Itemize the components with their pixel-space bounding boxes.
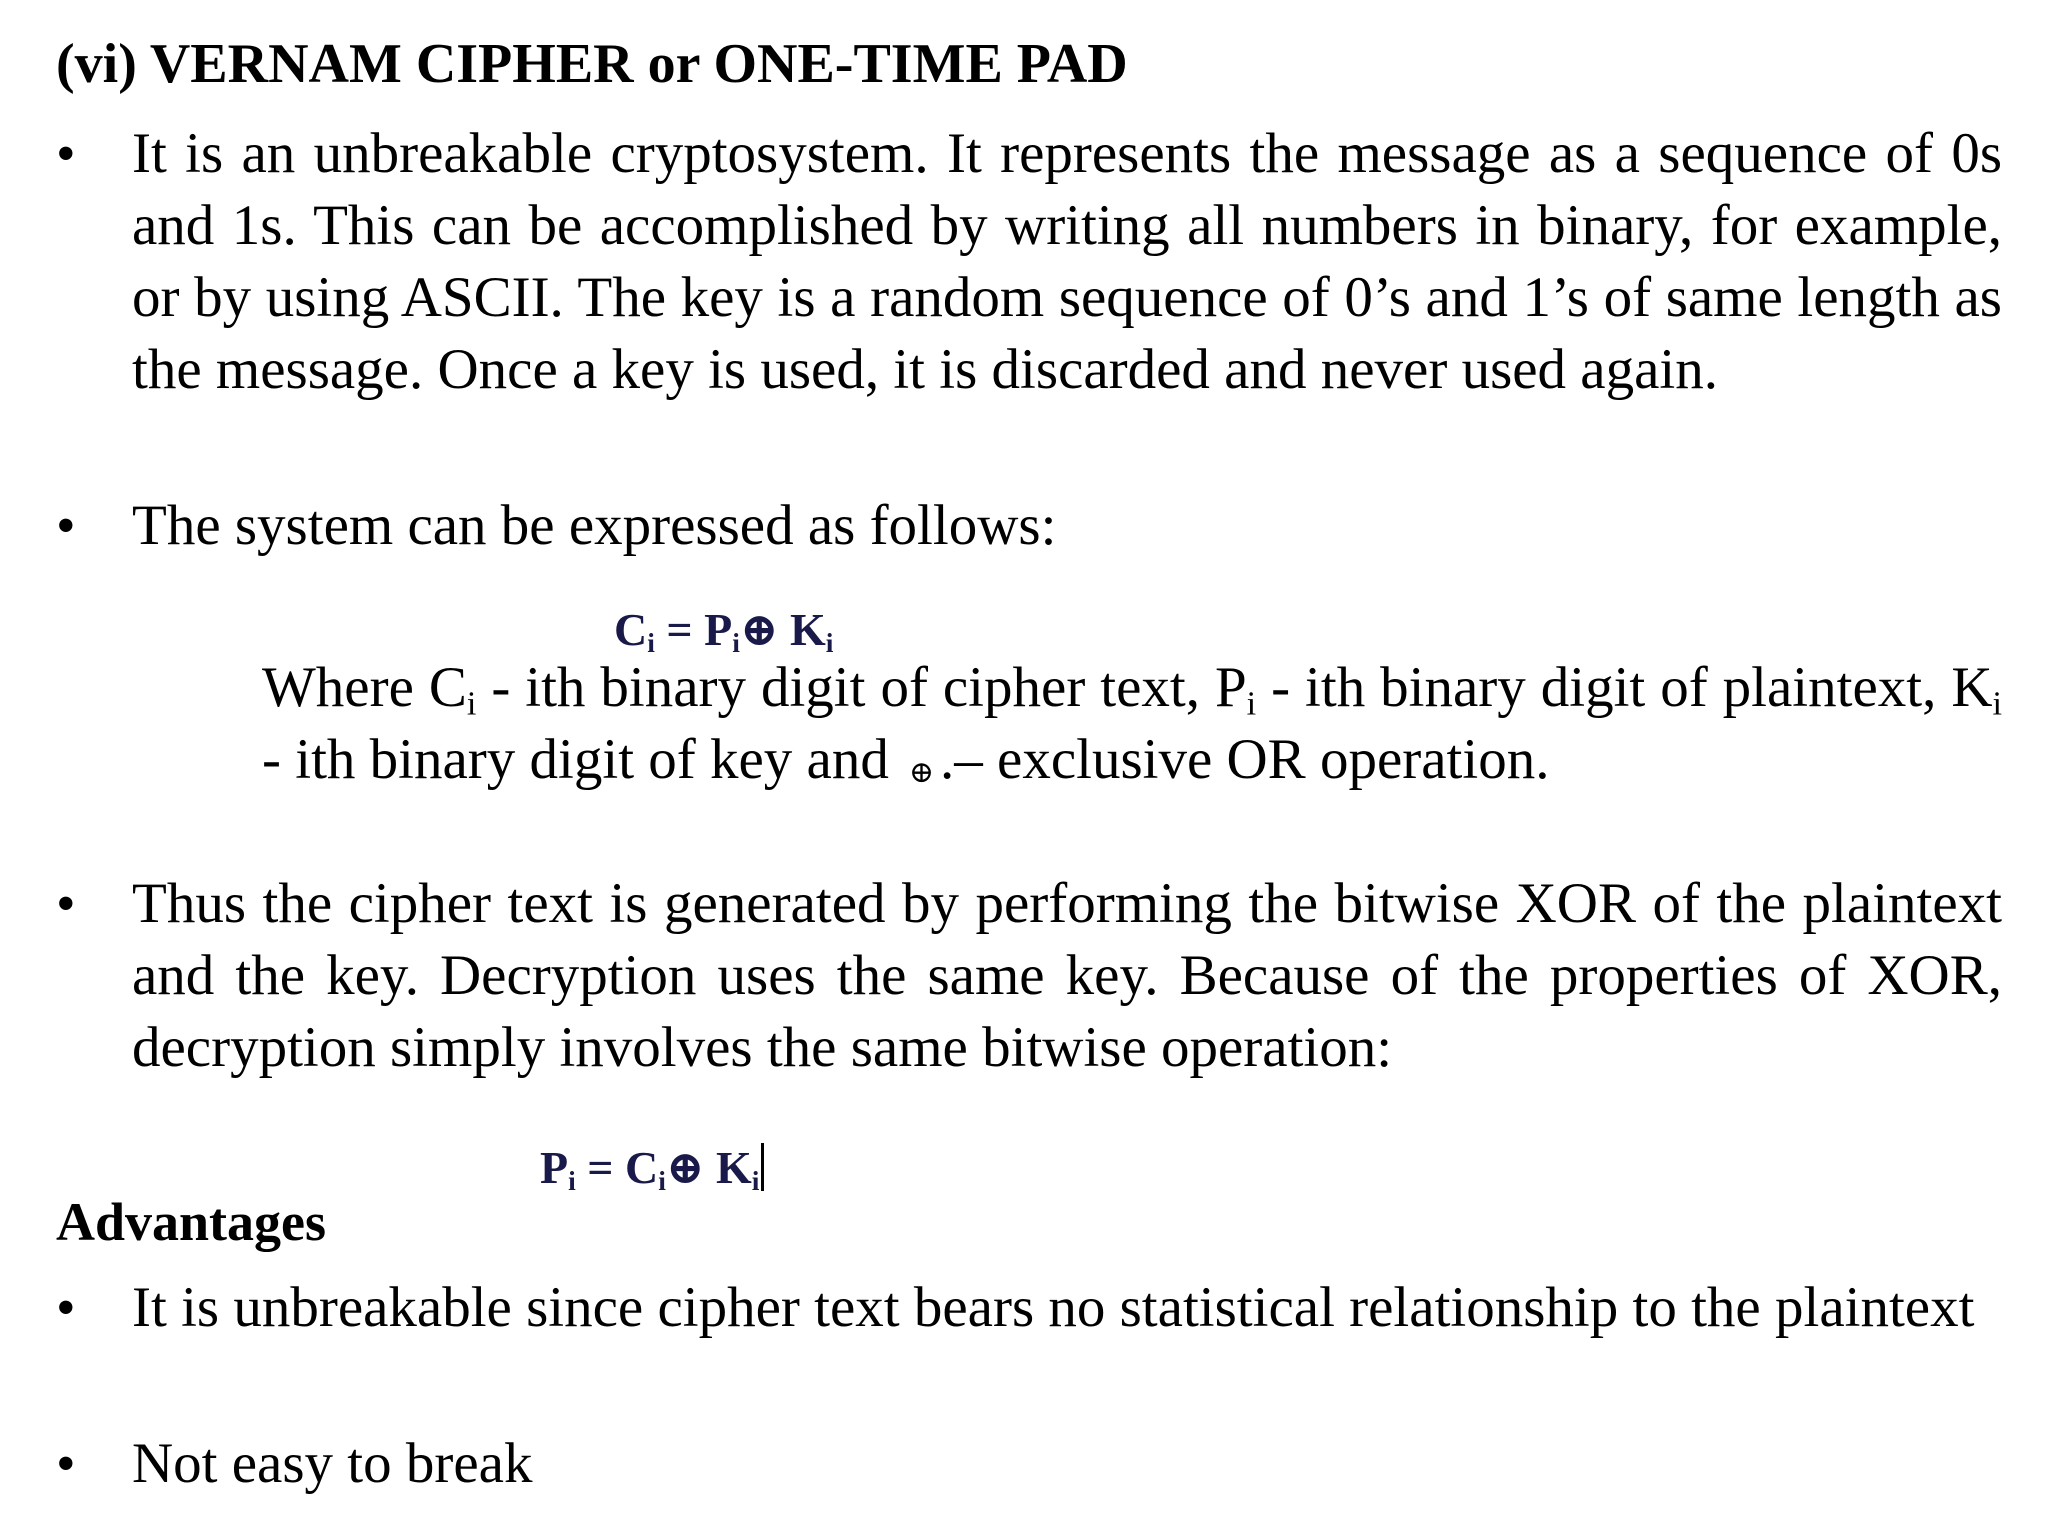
xor-symbol-icon: ⊕: [908, 756, 935, 789]
advantage-item: Not easy to break: [132, 1432, 533, 1495]
advantages-heading: Advantages: [56, 1192, 327, 1252]
formula-p: P: [540, 1142, 569, 1193]
formula-c: C: [614, 604, 648, 655]
xor-symbol-icon: ⊕: [739, 604, 779, 655]
decryption-formula: [540, 1140, 764, 1196]
formula-explanation: [262, 652, 2002, 809]
where-sub: i: [1246, 685, 1257, 723]
formula-sub: i: [732, 626, 740, 658]
advantage-item: It is unbreakable since cipher text bears no statistical relationship to the plaintext: [132, 1276, 1975, 1339]
formula-sub: i: [751, 1164, 760, 1196]
where-text: - ith binary digit of key and: [262, 728, 889, 791]
formula-c: C: [625, 1142, 659, 1193]
where-text: .– exclusive OR operation.: [940, 728, 1550, 791]
where-text: - ith binary digit of cipher text, P: [476, 656, 1247, 719]
paragraph-system-intro: The system can be expressed as follows:: [132, 494, 1057, 557]
formula-equals: =: [575, 1142, 625, 1193]
xor-symbol-icon: ⊕: [665, 1142, 705, 1193]
formula-sub: i: [658, 1164, 666, 1196]
formula-k: K: [704, 1142, 752, 1193]
where-text: Where C: [262, 656, 467, 719]
formula-sub: i: [568, 1164, 576, 1196]
bullet-marker: •: [56, 1277, 76, 1339]
section-heading: (vi) VERNAM CIPHER or ONE-TIME PAD: [56, 33, 1128, 95]
text-cursor: [761, 1143, 764, 1191]
formula-k: K: [778, 604, 826, 655]
bullet-marker: •: [56, 495, 76, 557]
where-sub: i: [466, 685, 477, 723]
bullet-marker: •: [56, 873, 76, 935]
where-sub: i: [1992, 685, 2002, 723]
formula-sub: i: [825, 626, 834, 658]
bullet-marker: •: [56, 1433, 76, 1495]
where-text: - ith binary digit of plaintext, K: [1256, 656, 1993, 719]
paragraph-definition: It is an unbreakable cryptosystem. It represents the message as a sequence of 0s and 1s. This can be accomplished by writing all numbers in binary, for example, or by using ASCII. The key is a random sequence of 0’s and 1’s of same length as the message. Once a key is used, it is discarded and never used again.: [132, 122, 2002, 401]
formula-sub: i: [647, 626, 655, 658]
encryption-formula: [614, 602, 833, 658]
bullet-marker: •: [56, 123, 76, 185]
formula-p: P: [704, 604, 733, 655]
paragraph-decryption: Thus the cipher text is generated by performing the bitwise XOR of the plaintext and the key. Decryption uses the same key. Because of the properties of XOR, decryption simply involves the same bitwise operation:: [132, 872, 2002, 1079]
formula-equals: =: [654, 604, 705, 655]
